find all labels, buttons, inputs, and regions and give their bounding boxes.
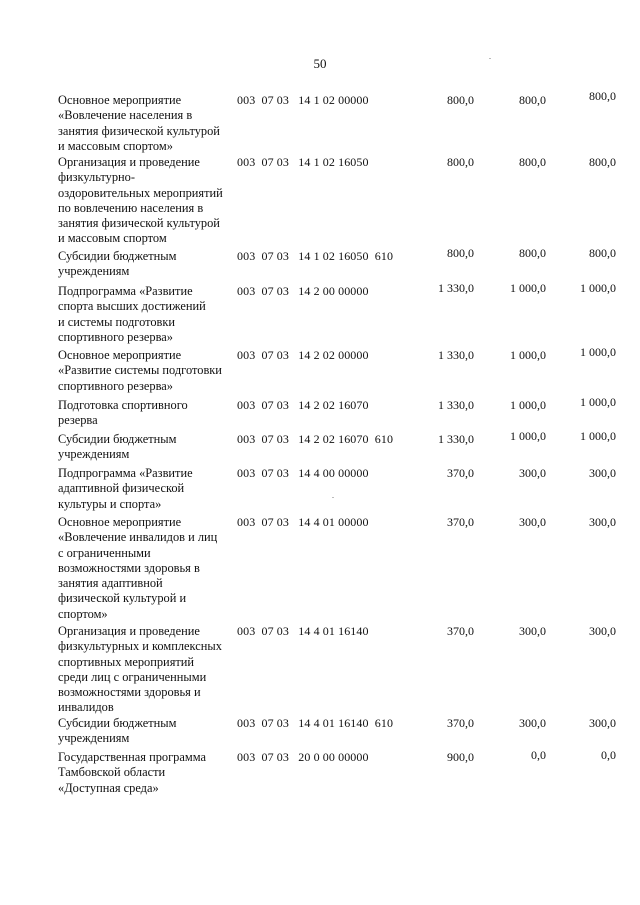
row-value-year-2: 300,0 bbox=[519, 466, 546, 480]
row-budget-code: 003 07 03 14 4 01 16140 bbox=[237, 624, 369, 638]
row-name: Подпрограмма «Развитие спорта высших достижений и системы подготовки спортивного резерва» bbox=[58, 284, 206, 344]
row-value-year-1: 1 330,0 bbox=[438, 398, 474, 412]
row-value-year-1: 370,0 bbox=[447, 515, 474, 529]
row-name: Основное мероприятие «Вовлечение населения в занятия физической культурой и массовым спортом» bbox=[58, 93, 220, 153]
row-value-year-2: 1 000,0 bbox=[510, 281, 546, 295]
row-value-year-1: 1 330,0 bbox=[438, 281, 474, 295]
row-budget-code: 003 07 03 20 0 00 00000 bbox=[237, 750, 369, 764]
row-budget-code: 003 07 03 14 1 02 16050 bbox=[237, 155, 369, 169]
row-value-year-3: 1 000,0 bbox=[580, 429, 616, 443]
row-name: Основное мероприятие «Вовлечение инвалидов и лиц с ограниченными возможностями здоровья в занятия адаптивной физической культурой и спортом» bbox=[58, 515, 218, 621]
row-name: Подготовка спортивного резерва bbox=[58, 398, 188, 428]
row-value-year-3: 300,0 bbox=[589, 716, 616, 730]
scan-speck bbox=[489, 58, 491, 59]
row-budget-code: 003 07 03 14 2 00 00000 bbox=[237, 284, 369, 298]
row-name: Основное мероприятие «Развитие системы подготовки спортивного резерва» bbox=[58, 348, 222, 393]
row-budget-code: 003 07 03 14 4 01 16140 610 bbox=[237, 716, 394, 730]
row-value-year-2: 1 000,0 bbox=[510, 398, 546, 412]
row-name: Субсидии бюджетным учреждениям bbox=[58, 249, 177, 279]
row-budget-code: 003 07 03 14 2 02 16070 610 bbox=[237, 432, 394, 446]
row-budget-code: 003 07 03 14 1 02 16050 610 bbox=[237, 249, 394, 263]
row-value-year-2: 300,0 bbox=[519, 624, 546, 638]
row-name: Субсидии бюджетным учреждениям bbox=[58, 432, 177, 462]
row-name: Государственная программа Тамбовской области «Доступная среда» bbox=[58, 750, 206, 795]
row-budget-code: 003 07 03 14 2 02 00000 bbox=[237, 348, 369, 362]
row-value-year-3: 800,0 bbox=[589, 89, 616, 103]
row-value-year-3: 800,0 bbox=[589, 155, 616, 169]
row-value-year-2: 300,0 bbox=[519, 716, 546, 730]
row-value-year-3: 1 000,0 bbox=[580, 345, 616, 359]
row-value-year-1: 370,0 bbox=[447, 466, 474, 480]
row-value-year-1: 900,0 bbox=[447, 750, 474, 764]
row-value-year-2: 800,0 bbox=[519, 246, 546, 260]
row-value-year-2: 800,0 bbox=[519, 155, 546, 169]
row-name: Субсидии бюджетным учреждениям bbox=[58, 716, 177, 746]
row-value-year-2: 300,0 bbox=[519, 515, 546, 529]
page-number: 50 bbox=[313, 56, 327, 71]
row-value-year-3: 300,0 bbox=[589, 515, 616, 529]
scan-speck bbox=[332, 497, 334, 498]
row-name: Организация и проведение физкультурно- оздоровительных мероприятий по вовлечению населения в занятия физической культурой и массовым спортом bbox=[58, 155, 223, 246]
row-value-year-3: 1 000,0 bbox=[580, 395, 616, 409]
row-value-year-2: 0,0 bbox=[531, 748, 546, 762]
row-value-year-1: 800,0 bbox=[447, 155, 474, 169]
row-value-year-3: 300,0 bbox=[589, 466, 616, 480]
row-value-year-1: 370,0 bbox=[447, 624, 474, 638]
row-value-year-1: 1 330,0 bbox=[438, 348, 474, 362]
row-value-year-2: 800,0 bbox=[519, 93, 546, 107]
row-value-year-3: 1 000,0 bbox=[580, 281, 616, 295]
row-value-year-1: 800,0 bbox=[447, 93, 474, 107]
row-name: Организация и проведение физкультурных и комплексных спортивных мероприятий среди лиц с ограниченными возможностями здоровья и инвалидов bbox=[58, 624, 222, 715]
row-value-year-2: 1 000,0 bbox=[510, 429, 546, 443]
row-value-year-3: 300,0 bbox=[589, 624, 616, 638]
row-value-year-1: 800,0 bbox=[447, 246, 474, 260]
row-value-year-1: 370,0 bbox=[447, 716, 474, 730]
row-budget-code: 003 07 03 14 4 00 00000 bbox=[237, 466, 369, 480]
row-budget-code: 003 07 03 14 4 01 00000 bbox=[237, 515, 369, 529]
row-value-year-3: 800,0 bbox=[589, 246, 616, 260]
row-value-year-1: 1 330,0 bbox=[438, 432, 474, 446]
row-budget-code: 003 07 03 14 1 02 00000 bbox=[237, 93, 369, 107]
row-name: Подпрограмма «Развитие адаптивной физической культуры и спорта» bbox=[58, 466, 193, 511]
row-value-year-3: 0,0 bbox=[601, 748, 616, 762]
row-budget-code: 003 07 03 14 2 02 16070 bbox=[237, 398, 369, 412]
row-value-year-2: 1 000,0 bbox=[510, 348, 546, 362]
